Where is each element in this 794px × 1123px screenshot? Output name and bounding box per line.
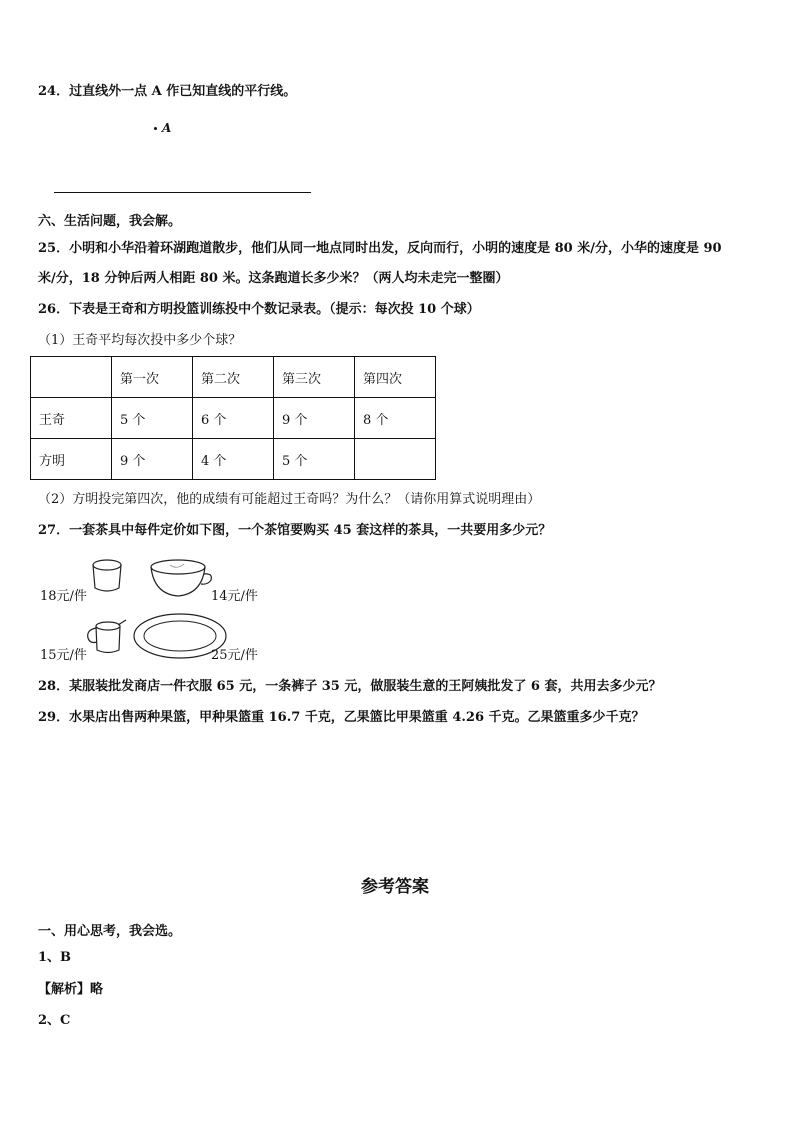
answers-title: 参考答案	[361, 877, 429, 897]
table-cell: 5 个	[274, 439, 355, 480]
teacup-icon	[151, 560, 211, 596]
cup-price: 18元/件	[40, 589, 87, 604]
table-cell: 8 个	[355, 398, 436, 439]
question-26-part2: （2）方明投完第四次，他的成绩有可能超过王奇吗？为什么？（请你用算式说明理由）	[38, 492, 541, 507]
table-row	[31, 439, 436, 480]
question-24: 24．过直线外一点 A 作已知直线的平行线。	[38, 84, 297, 99]
table-cell: 方明	[31, 439, 112, 480]
shooting-record-table	[30, 356, 436, 480]
section-6-heading: 六、生活问题，我会解。	[38, 214, 182, 229]
plate-price: 25元/件	[211, 648, 258, 663]
answers-section-1: 一、用心思考，我会选。	[38, 924, 182, 939]
table-cell: 4 个	[193, 439, 274, 480]
pitcher-price: 15元/件	[40, 648, 87, 663]
answer-1: 1、B	[38, 950, 72, 965]
point-a-marker	[154, 121, 171, 136]
table-cell: 5 个	[112, 398, 193, 439]
question-27: 27．一套茶具中每件定价如下图，一个茶馆要购买 45 套这样的茶具，一共要用多少元？	[38, 523, 552, 538]
table-cell: 9 个	[112, 439, 193, 480]
table-header-cell: 第三次	[274, 357, 355, 398]
cup-icon	[93, 560, 121, 591]
pitcher-icon	[88, 620, 126, 653]
question-29: 29．水果店出售两种果篮，甲种果篮重 16.7 千克，乙果篮比甲果篮重 4.26 千克。乙果篮重多少千克？	[38, 710, 645, 725]
question-28: 28．某服装批发商店一件衣服 65 元，一条裤子 35 元，做服装生意的王阿姨批发了 6 套，共用去多少元？	[38, 679, 662, 694]
given-line	[54, 192, 311, 193]
answer-2: 2、C	[38, 1013, 71, 1028]
table-cell: 9 个	[274, 398, 355, 439]
table-cell: 6 个	[193, 398, 274, 439]
point-dot	[154, 127, 157, 130]
table-cell	[355, 439, 436, 480]
table-cell: 王奇	[31, 398, 112, 439]
question-26: 26．下表是王奇和方明投篮训练投中个数记录表。（提示：每次投 10 个球）	[38, 302, 480, 317]
table-row	[31, 398, 436, 439]
table-header-cell: 第一次	[112, 357, 193, 398]
question-26-part1: （1）王奇平均每次投中多少个球？	[38, 333, 242, 348]
question-25-line1: 25．小明和小华沿着环湖跑道散步，他们从同一地点同时出发，反向而行，小明的速度是 80 米/分，小华的速度是 90	[38, 241, 722, 256]
teacup-price: 14元/件	[211, 589, 258, 604]
question-25-line2: 米/分，18 分钟后两人相距 80 米。这条跑道长多少米？（两人均未走完一整圈）	[38, 271, 509, 286]
table-header-cell: 第二次	[193, 357, 274, 398]
point-a-label: A	[162, 121, 172, 135]
answer-1-note: 【解析】略	[38, 982, 104, 997]
table-header-cell	[31, 357, 112, 398]
table-header-row	[31, 357, 436, 398]
table-header-cell: 第四次	[355, 357, 436, 398]
